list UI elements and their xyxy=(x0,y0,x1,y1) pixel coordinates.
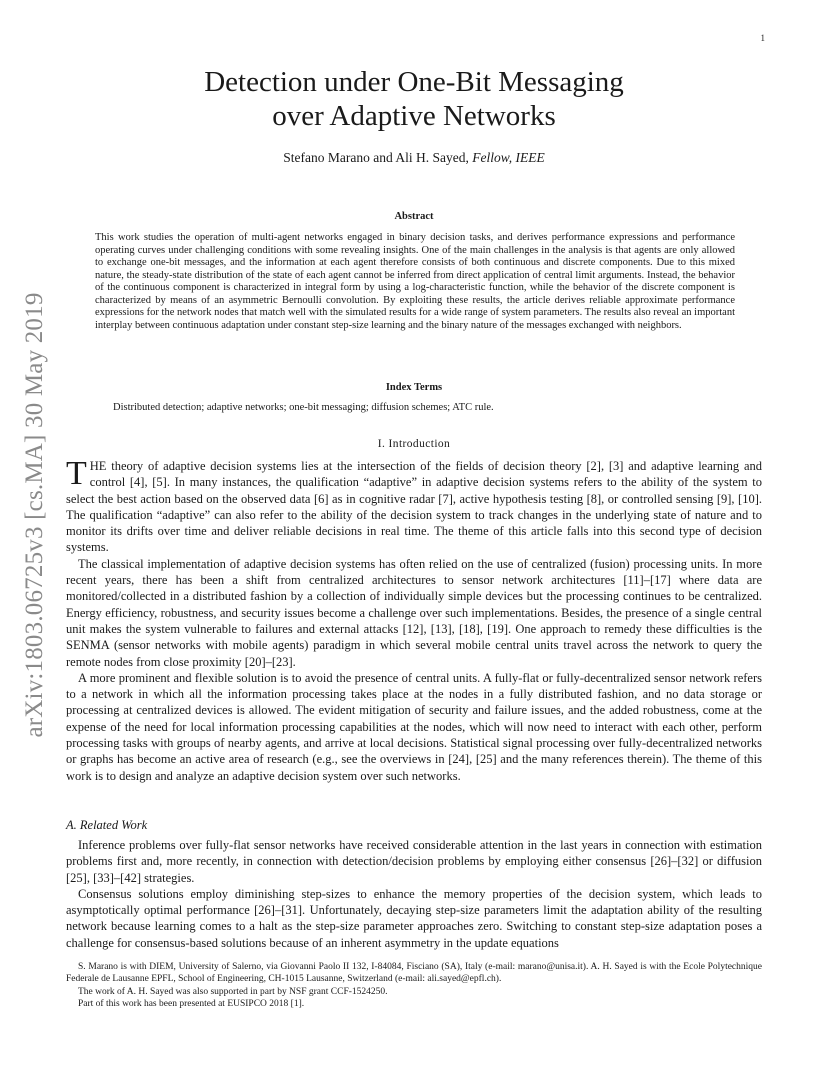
paragraph: A more prominent and flexible solution is to avoid the presence of central units. A fully-flat or fully-decentralized sensor network refers to a network in which all the information processing takes place at the nodes in a fully distributed fashion, and no data storage or processing at centralized devices is allowed. The evident mitigation of security and failure issues, and the added robustness, come at the expense of the need for local information processing capabilities at the nodes, which will now need to interact with each other, perform processing tasks with groups of nearby agents, and arrive at local decisions. Statistical signal processing over fully-decentralized networks or graphs has become an active area of research (e.g., see the overviews in [24], [25] and the many references therein). The theme of this work is to design and analyze an adaptive decision system over such networks. xyxy=(66,670,762,783)
paragraph: The classical implementation of adaptive decision systems has often relied on the use of centralized (fusion) processing units. In more recent years, there has been a shift from centralized architectures to sensor network architectures [11]–[17] where data are monitored/collected in a distributed fashion by a collection of individually simple devices but the processing continues to be centralized. Energy efficiency, robustness, and security issues become a challenge over such implementations. Besides, the presence of a single central unit makes the system vulnerable to failures and external attacks [12], [13], [18], [19]. One approach to remedy these difficulties is the SENMA (sensor networks with mobile agents) paradigm in which several mobile central units travel across the network to query the remote nodes from close proximity [20]–[23]. xyxy=(66,556,762,669)
title-line-2: over Adaptive Networks xyxy=(272,100,556,132)
abstract-heading: Abstract xyxy=(394,211,434,222)
abstract-text: This work studies the operation of multi-agent networks engaged in binary decision tasks, and derives performance expressions and performance operating curves under challenging conditions with some revealing insights. One of the main challenges in the analysis is that agents are only allowed to exchange one-bit messages, and the information at each agent therefore consists of both continuous and discrete components. Due to this mixed nature, the steady-state distribution of the state of each agent cannot be inferred from direct application of central limit arguments. Instead, the behavior of the continuous component is characterized in integral form by using a log-characteristic function, while the behavior of the discrete component is characterized by means of an asymmetric Bernoulli convolution. By exploiting these results, the article derives reliable approximate performance expressions for the network nodes that match well with the simulated results for a wide range of system parameters. The results also reveal an important interplay between continuous adaptation under constant step-size learning and the binary nature of the messages exchanged with neighbors. xyxy=(95,232,735,331)
arxiv-stamp xyxy=(12,270,58,760)
section-heading-introduction: I. Introduction xyxy=(377,438,451,450)
related-work-body xyxy=(66,837,762,951)
paragraph xyxy=(66,455,762,556)
index-terms-heading: Index Terms xyxy=(385,382,443,393)
arxiv-identifier: arXiv:1803.06725v3 [cs.MA] 30 May 2019 xyxy=(21,292,48,738)
title-line-1: Detection under One-Bit Messaging xyxy=(204,66,624,98)
footnotes xyxy=(66,961,762,1010)
introduction-body xyxy=(66,455,762,784)
paper-title xyxy=(0,65,828,133)
drop-cap: T xyxy=(66,455,87,492)
author-names: Stefano Marano and Ali H. Sayed, xyxy=(283,150,473,165)
paragraph: Consensus solutions employ diminishing step-sizes to enhance the memory properties of the decision system, which leads to asymptotically optimal performance [26]–[31]. Unfortunately, decaying step-size parameters limit the adaptation ability of the resulting network because learning comes to a halt as the step-size parameter approaches zero. Switching to constant step-size adaptation poses a challenge for consensus-based solutions because of an inherent asymmetry in the update equations xyxy=(66,886,762,950)
footnote: Part of this work has been presented at EUSIPCO 2018 [1]. xyxy=(78,998,305,1009)
footnote: The work of A. H. Sayed was also supported in part by NSF grant CCF-1524250. xyxy=(78,986,388,997)
authors xyxy=(0,150,828,166)
subsection-heading-related-work: A. Related Work xyxy=(66,818,148,832)
page-number: 1 xyxy=(760,33,765,43)
author-fellow: Fellow, IEEE xyxy=(472,150,545,165)
footnote: S. Marano is with DIEM, University of Salerno, via Giovanni Paolo II 132, I-84084, Fisciano (SA), Italy (e-mail: marano@unisa.it). A. H. Sayed is with the Ecole Polytechnique Federale de Lausanne EPFL, School of Engineering, CH-1015 Lausanne, Switzerland (e-mail: ali.sayed@epfl.ch). xyxy=(66,962,762,985)
paragraph-text: HE theory of adaptive decision systems lies at the intersection of the fields of decision theory [2], [3] and adaptive learning and control [4], [5]. In many instances, the qualification “adaptive” in adaptive decision systems refers to the ability of the system to select the best action based on the observed data [6] as in cognitive radar [7], active hypothesis testing [8], or controlled sensing [9], [10]. The qualification “adaptive” can also refer to the ability of the decision system to track changes in the underlying state of nature and to monitor its drifts over time and deliver reliable decisions in real time. The theme of this article falls into this second type of decision systems. xyxy=(66,459,762,555)
index-terms-text: Distributed detection; adaptive networks; one-bit messaging; diffusion schemes; ATC rule. xyxy=(113,402,494,413)
paragraph: Inference problems over fully-flat sensor networks have received considerable attention in the last years in connection with estimation problems first and, more recently, in connection with detection/decision problems by employing either consensus [26]–[32] or diffusion [25], [33]–[42] strategies. xyxy=(66,838,762,885)
